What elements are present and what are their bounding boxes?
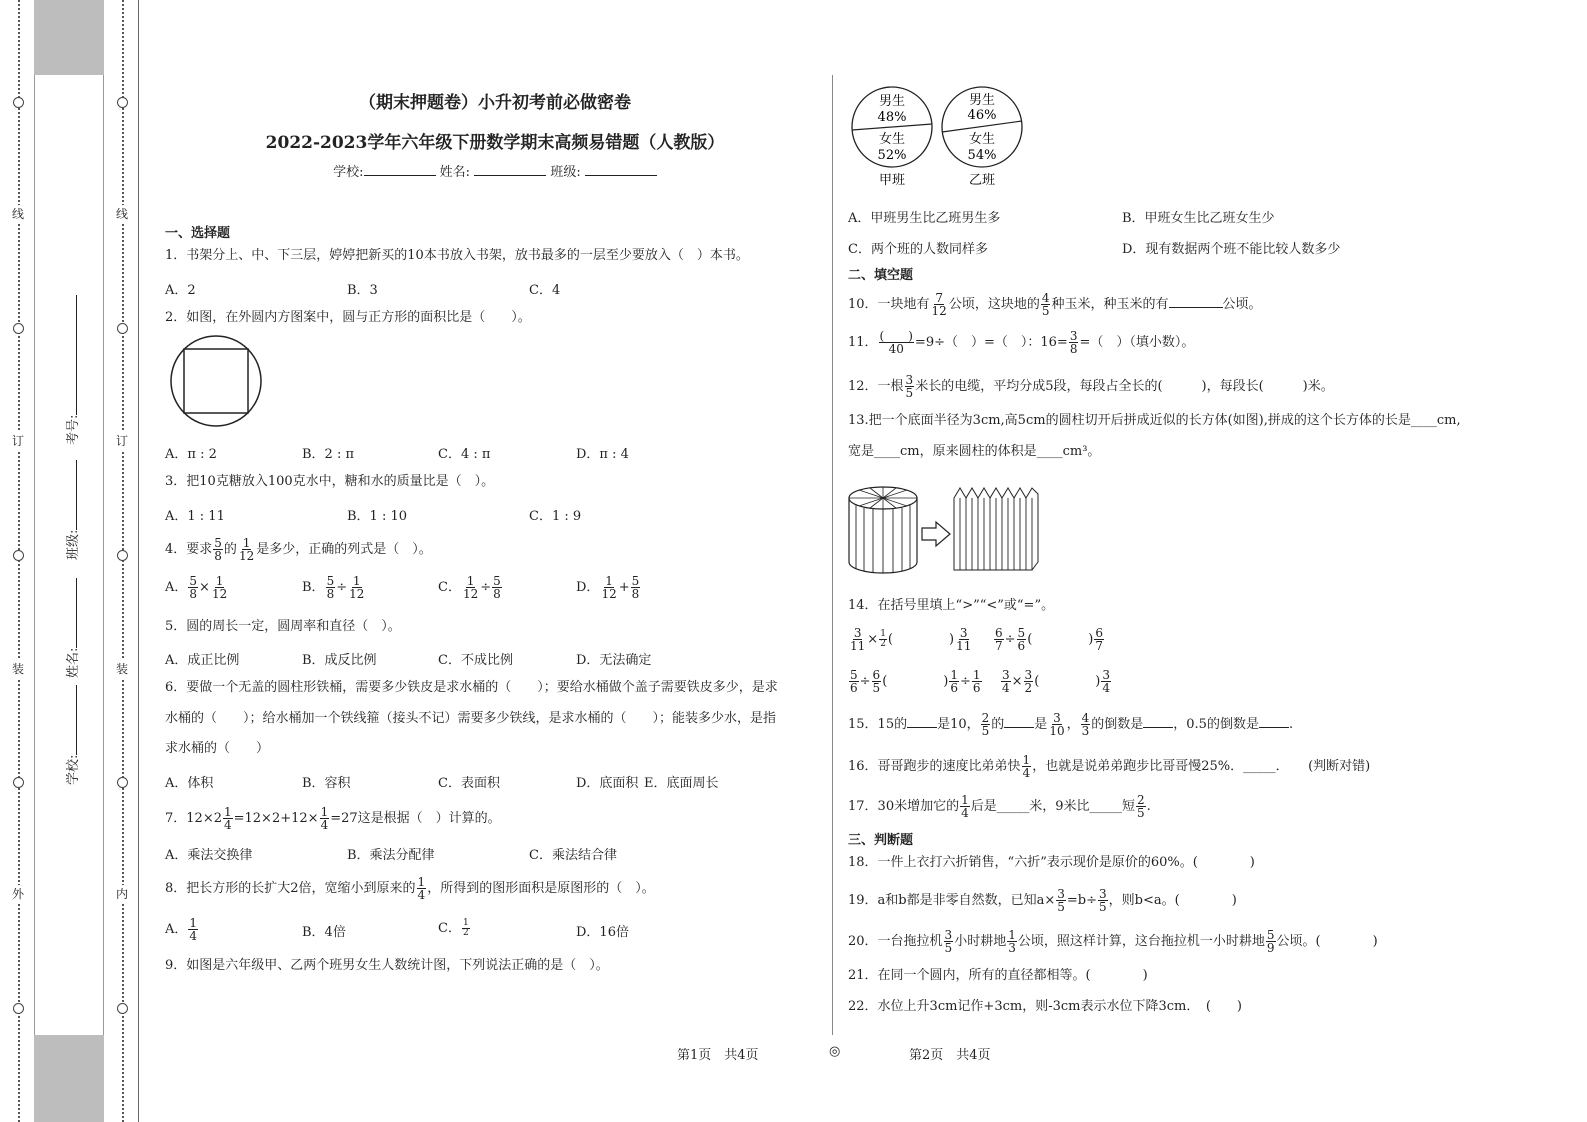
class-field[interactable] bbox=[62, 460, 81, 560]
hole-circle bbox=[117, 323, 128, 334]
fraction: $\frac{1}{4}$ bbox=[417, 875, 426, 902]
pie-a-boy-label: 男生 bbox=[878, 94, 906, 109]
option[interactable]: C．表面积 bbox=[438, 776, 500, 791]
q15-text: ， bbox=[1066, 717, 1080, 732]
compare-item[interactable]: $\frac{6}{7}$ ÷ $\frac{5}{6}$ ( ) $\frac{6}{7}$ bbox=[995, 626, 1103, 653]
q10-text: 公顷，这块地的 bbox=[948, 297, 1040, 312]
pie-charts bbox=[848, 84, 1028, 192]
q8-text: ，所得到的图形面积是原图形的（ ）。 bbox=[427, 881, 655, 896]
pie-a-boy-pct: 48% bbox=[877, 110, 907, 125]
fraction: $\frac{3}{5}$ bbox=[1099, 887, 1107, 914]
q15-text: 是10， bbox=[937, 717, 980, 732]
hole-circle bbox=[13, 777, 24, 788]
q12-text: 12．一根 bbox=[848, 379, 904, 394]
option[interactable]: A．甲班男生比乙班男生多 bbox=[848, 211, 1001, 226]
option-letter: A． bbox=[165, 922, 188, 937]
q16-text: ，也就是说弟弟跑步比哥哥慢25%．_____． (判断对错) bbox=[1032, 759, 1371, 774]
question-7 bbox=[165, 806, 501, 831]
option[interactable]: C．乘法结合律 bbox=[529, 848, 617, 863]
q10-text: 公顷。 bbox=[1222, 297, 1262, 312]
class-blank[interactable] bbox=[585, 175, 657, 176]
option[interactable]: B．2 : π bbox=[302, 447, 355, 462]
option[interactable]: B．甲班女生比乙班女生少 bbox=[1122, 211, 1275, 226]
question-5: 5．圆的周长一定，圆周率和直径（ ）。 bbox=[165, 619, 401, 634]
pie-a-girl-label: 女生 bbox=[878, 132, 906, 147]
question-14: 14．在括号里填上“>”“<”或“=”。 bbox=[848, 598, 1055, 613]
section-heading: 二、填空题 bbox=[848, 268, 914, 283]
option-letter: C． bbox=[438, 921, 461, 936]
question-6-line3: 求水桶的（ ） bbox=[165, 741, 270, 756]
hole-circle bbox=[117, 97, 128, 108]
fraction: $\frac{4}{5}$ bbox=[1041, 291, 1050, 318]
pie-b-boy-pct: 46% bbox=[967, 108, 997, 123]
q15-text: ，0.5的倒数是 bbox=[1173, 717, 1259, 732]
question-20 bbox=[848, 929, 1378, 954]
option[interactable]: C．不成比例 bbox=[438, 653, 513, 668]
option[interactable]: B． $\frac{5}{8}$ ÷ $\frac{1}{12}$ bbox=[302, 574, 365, 601]
option-letter: D． bbox=[576, 580, 600, 595]
fraction: $\frac{7}{12}$ bbox=[931, 291, 947, 318]
option[interactable]: A．体积 bbox=[165, 776, 214, 791]
option[interactable]: B．容积 bbox=[302, 776, 351, 791]
answer-blank[interactable] bbox=[1259, 727, 1289, 728]
pie-b-caption: 乙班 bbox=[968, 173, 996, 188]
q15-text: 的倒数是 bbox=[1091, 717, 1144, 732]
question-3: 3．把10克糖放入100克水中，糖和水的质量比是（ ）。 bbox=[165, 474, 495, 489]
question-6: 6．要做一个无盖的圆柱形铁桶，需要多少铁皮是求水桶的（ ）；要给水桶做个盖子需要铁皮多少，是求 bbox=[165, 680, 778, 695]
option[interactable]: B．3 bbox=[347, 283, 378, 298]
q11-text: =9÷（ ）=（ ）：16= bbox=[914, 335, 1068, 350]
option[interactable]: A．成正比例 bbox=[165, 653, 240, 668]
binding-label: 装 bbox=[115, 662, 128, 676]
q15-text: 15．15的 bbox=[848, 717, 908, 732]
q20-text: 20．一台拖拉机 bbox=[848, 934, 943, 949]
field-label: 姓名: bbox=[66, 647, 81, 678]
option[interactable]: E．底面周长 bbox=[644, 776, 719, 791]
compare-item[interactable]: $\frac{3}{4}$ × $\frac{3}{2}$ ( ) $\frac{3}{4}$ bbox=[1002, 668, 1110, 695]
hole-circle bbox=[117, 1003, 128, 1014]
q11-text: =（ ）（填小数）。 bbox=[1079, 335, 1195, 350]
margin-rule bbox=[138, 0, 139, 1122]
option-letter: A． bbox=[165, 580, 188, 595]
option[interactable]: D．16倍 bbox=[576, 925, 629, 940]
section-heading: 三、判断题 bbox=[848, 833, 914, 848]
hole-circle bbox=[117, 777, 128, 788]
fraction: $\frac{5}{8}$ bbox=[214, 536, 222, 563]
answer-blank[interactable] bbox=[907, 727, 937, 728]
binding-label: 订 bbox=[11, 434, 24, 448]
option[interactable]: A．乘法交换律 bbox=[165, 848, 253, 863]
exam-number-field[interactable] bbox=[62, 295, 81, 445]
hole-circle bbox=[13, 97, 24, 108]
question-2: 2．如图，在外圆内方图案中，圆与正方形的面积比是（ ）。 bbox=[165, 310, 531, 325]
q19-text: =b÷ bbox=[1066, 893, 1098, 908]
q17-text: 后是_____米，9米比_____短 bbox=[970, 799, 1136, 814]
hole-circle bbox=[13, 323, 24, 334]
question-18: 18．一件上衣打六折销售，“六折”表示现价是原价的60%。( ) bbox=[848, 855, 1255, 870]
binding-label: 线 bbox=[11, 207, 24, 221]
footer-mark: ◎ bbox=[829, 1044, 841, 1059]
option[interactable]: C． $\frac{1}{12}$ ÷ $\frac{5}{8}$ bbox=[438, 574, 501, 601]
question-8 bbox=[165, 876, 655, 901]
option[interactable]: D． $\frac{1}{12}$ + $\frac{5}{8}$ bbox=[576, 574, 640, 601]
fraction: $\frac{3}{10}$ bbox=[1049, 711, 1065, 738]
fraction: $\frac{3}{5}$ bbox=[905, 373, 914, 400]
fraction: $\frac{3}{5}$ bbox=[944, 928, 953, 955]
pie-b-girl-label: 女生 bbox=[968, 132, 996, 147]
question-6-line2: 水桶的（ ）；给水桶加一个铁线箍（接头不记）需要多少铁线，是求水桶的（ ）；能装多少水，是指 bbox=[165, 711, 777, 726]
pie-a-girl-pct: 52% bbox=[877, 148, 907, 163]
option[interactable]: C．4 bbox=[529, 283, 561, 298]
question-16 bbox=[848, 754, 1370, 779]
question-11 bbox=[848, 330, 1194, 355]
question-15: 15．15的 是10， $\frac{2}{5}$ 的 是 $\frac{3}{10}$ ， $\frac{4}{3}$ 的倒数是 ，0.5的倒数是 . bbox=[848, 711, 1294, 738]
binding-label: 外 bbox=[11, 887, 24, 901]
fraction: $\frac{1}{12}$ bbox=[238, 536, 255, 563]
compare-item[interactable]: $\frac{3}{11}$ × $\frac{1}{2}$ ( ) $\frac{3}{11}$ bbox=[850, 626, 972, 653]
q15-text: 是 bbox=[1034, 717, 1048, 732]
pie-a-caption: 甲班 bbox=[878, 173, 906, 188]
option[interactable]: C．4 : π bbox=[438, 447, 491, 462]
option[interactable]: C． $\frac{1}{2}$ bbox=[438, 918, 469, 938]
q7-text: 7．12×2 bbox=[165, 811, 222, 826]
q17-text: 17．30米增加它的 bbox=[848, 799, 960, 814]
name-label: 姓名: bbox=[439, 165, 471, 180]
fraction: $\frac{3}{8}$ bbox=[1069, 329, 1078, 356]
binding-label: 订 bbox=[115, 434, 128, 448]
option[interactable]: C．两个班的人数同样多 bbox=[848, 242, 988, 257]
field-label: 班级: bbox=[66, 529, 81, 560]
question-10 bbox=[848, 292, 1262, 317]
option[interactable]: B．成反比例 bbox=[302, 653, 377, 668]
question-12 bbox=[848, 374, 1334, 399]
q20-text: 小时耕地 bbox=[954, 934, 1007, 949]
q11-text: 11． bbox=[848, 335, 878, 350]
q12-text: 米长的电缆，平均分成5段，每段占全长的( )，每段长( )米。 bbox=[915, 379, 1334, 394]
q4-text: 4．要求 bbox=[165, 542, 213, 557]
compare-item[interactable]: $\frac{5}{6}$ ÷ $\frac{6}{5}$ ( ) $\frac{1}{6}$ ÷ $\frac{1}{6}$ bbox=[850, 668, 981, 695]
page-number-left: 第1页 共4页 bbox=[677, 1048, 759, 1063]
question-1: 1．书架分上、中、下三层，婷婷把新买的10本书放入书架，放书最多的一层至少要放入（ ）本书。 bbox=[165, 248, 749, 263]
fraction: $\frac{( )}{40}$ bbox=[879, 329, 913, 356]
fraction: $\frac{5}{9}$ bbox=[1266, 928, 1275, 955]
school-blank[interactable] bbox=[364, 175, 436, 176]
question-4 bbox=[165, 537, 432, 562]
q7-text: =27这是根据（ ）计算的。 bbox=[330, 811, 501, 826]
field-label: 学校: bbox=[66, 754, 81, 785]
option[interactable]: A．2 bbox=[165, 283, 196, 298]
page-subtitle: 2022-2023学年六年级下册数学期末高频易错题（人教版） bbox=[265, 133, 725, 153]
q20-text: 公顷，照这样计算，这台拖拉机一小时耕地 bbox=[1017, 934, 1265, 949]
fraction: $\frac{3}{5}$ bbox=[1057, 887, 1065, 914]
field-label: 考号: bbox=[66, 414, 81, 445]
q4-text: 的 bbox=[223, 542, 237, 557]
answer-blank[interactable] bbox=[1143, 727, 1173, 728]
option[interactable]: D．底面积 bbox=[576, 776, 639, 791]
q16-text: 16．哥哥跑步的速度比弟弟快 bbox=[848, 759, 1021, 774]
fraction: $\frac{1}{4}$ bbox=[223, 805, 232, 832]
question-17: 17．30米增加它的 $\frac{1}{4}$ 后是_____米，9米比_____短 $\frac{2}{5}$ . bbox=[848, 793, 1151, 820]
option[interactable]: B．4倍 bbox=[302, 925, 346, 940]
q10-text: 10．一块地有 bbox=[848, 297, 930, 312]
question-21: 21．在同一个圆内，所有的直径都相等。( ) bbox=[848, 968, 1148, 983]
question-13-line2: 宽是____cm，原来圆柱的体积是____cm³。 bbox=[848, 444, 1101, 459]
q19-text: 19．a和b都是非零自然数，已知a× bbox=[848, 893, 1056, 908]
q8-text: 8．把长方形的长扩大2倍，宽缩小到原来的 bbox=[165, 881, 416, 896]
option[interactable]: D．现有数据两个班不能比较人数多少 bbox=[1122, 242, 1341, 257]
fraction: $\frac{1}{4}$ bbox=[320, 805, 329, 832]
column-divider bbox=[832, 75, 833, 1035]
option[interactable]: B．乘法分配律 bbox=[347, 848, 435, 863]
option[interactable]: A． $\frac{5}{8}$ × $\frac{1}{12}$ bbox=[165, 574, 228, 601]
binding-label: 内 bbox=[115, 887, 128, 901]
page-title: （期末押题卷）小升初考前必做密卷 bbox=[359, 93, 631, 113]
fraction: $\frac{2}{5}$ bbox=[1137, 793, 1145, 820]
school-field[interactable] bbox=[62, 685, 81, 785]
option-letter: B． bbox=[302, 580, 325, 595]
name-blank[interactable] bbox=[474, 175, 546, 176]
fraction: $\frac{1}{4}$ bbox=[1022, 753, 1031, 780]
answer-blank[interactable] bbox=[1004, 727, 1034, 728]
hole-circle bbox=[117, 550, 128, 561]
fraction: $\frac{4}{3}$ bbox=[1081, 711, 1090, 738]
cylinder-to-cuboid-figure bbox=[846, 484, 1046, 578]
fraction: $\frac{1}{3}$ bbox=[1008, 928, 1016, 955]
name-field[interactable] bbox=[62, 578, 81, 678]
class-label: 班级: bbox=[550, 165, 581, 180]
student-info-line bbox=[165, 161, 825, 180]
q10-text: 种玉米，种玉米的有 bbox=[1051, 297, 1169, 312]
inner-dotted-line bbox=[122, 0, 124, 1122]
q19-text: ，则b<a。( ) bbox=[1108, 893, 1237, 908]
section-heading: 一、选择题 bbox=[165, 226, 231, 241]
hole-circle bbox=[13, 1003, 24, 1014]
outer-dotted-line bbox=[18, 0, 20, 1122]
circle-square-figure bbox=[165, 335, 267, 427]
hole-circle bbox=[13, 550, 24, 561]
option[interactable]: A． $\frac{1}{4}$ bbox=[165, 916, 198, 943]
q4-text: 是多少，正确的列式是（ ）。 bbox=[256, 542, 432, 557]
question-22: 22．水位上升3cm记作+3cm，则-3cm表示水位下降3cm． ( ) bbox=[848, 999, 1242, 1014]
q20-text: 公顷。( ) bbox=[1276, 934, 1378, 949]
page-number-right: 第2页 共4页 bbox=[909, 1048, 991, 1063]
option[interactable]: C．1 : 9 bbox=[529, 509, 582, 524]
q7-text: =12×2+12× bbox=[233, 811, 319, 826]
q15-text: 的 bbox=[991, 717, 1005, 732]
pie-b-boy-label: 男生 bbox=[968, 93, 996, 108]
option[interactable]: A．π : 2 bbox=[165, 447, 217, 462]
answer-blank[interactable] bbox=[1169, 307, 1223, 308]
option-letter: C． bbox=[438, 580, 461, 595]
question-9: 9．如图是六年级甲、乙两个班男女生人数统计图，下列说法正确的是（ ）。 bbox=[165, 958, 609, 973]
fraction: $\frac{1}{4}$ bbox=[961, 793, 969, 820]
option[interactable]: D．无法确定 bbox=[576, 653, 652, 668]
option[interactable]: B．1 : 10 bbox=[347, 509, 408, 524]
question-13: 13.把一个底面半径为3cm,高5cm的圆柱切开后拼成近似的长方体(如图),拼成的这个长方体的长是____cm, bbox=[848, 413, 1461, 428]
pie-b-girl-pct: 54% bbox=[967, 148, 997, 163]
fraction: $\frac{2}{5}$ bbox=[981, 711, 990, 738]
binding-label: 装 bbox=[11, 662, 24, 676]
option[interactable]: D．π : 4 bbox=[576, 447, 629, 462]
question-19 bbox=[848, 888, 1237, 913]
school-label: 学校: bbox=[333, 165, 364, 180]
binding-label: 线 bbox=[115, 207, 128, 221]
binding-margin bbox=[0, 0, 140, 1122]
option[interactable]: A．1 : 11 bbox=[165, 509, 225, 524]
